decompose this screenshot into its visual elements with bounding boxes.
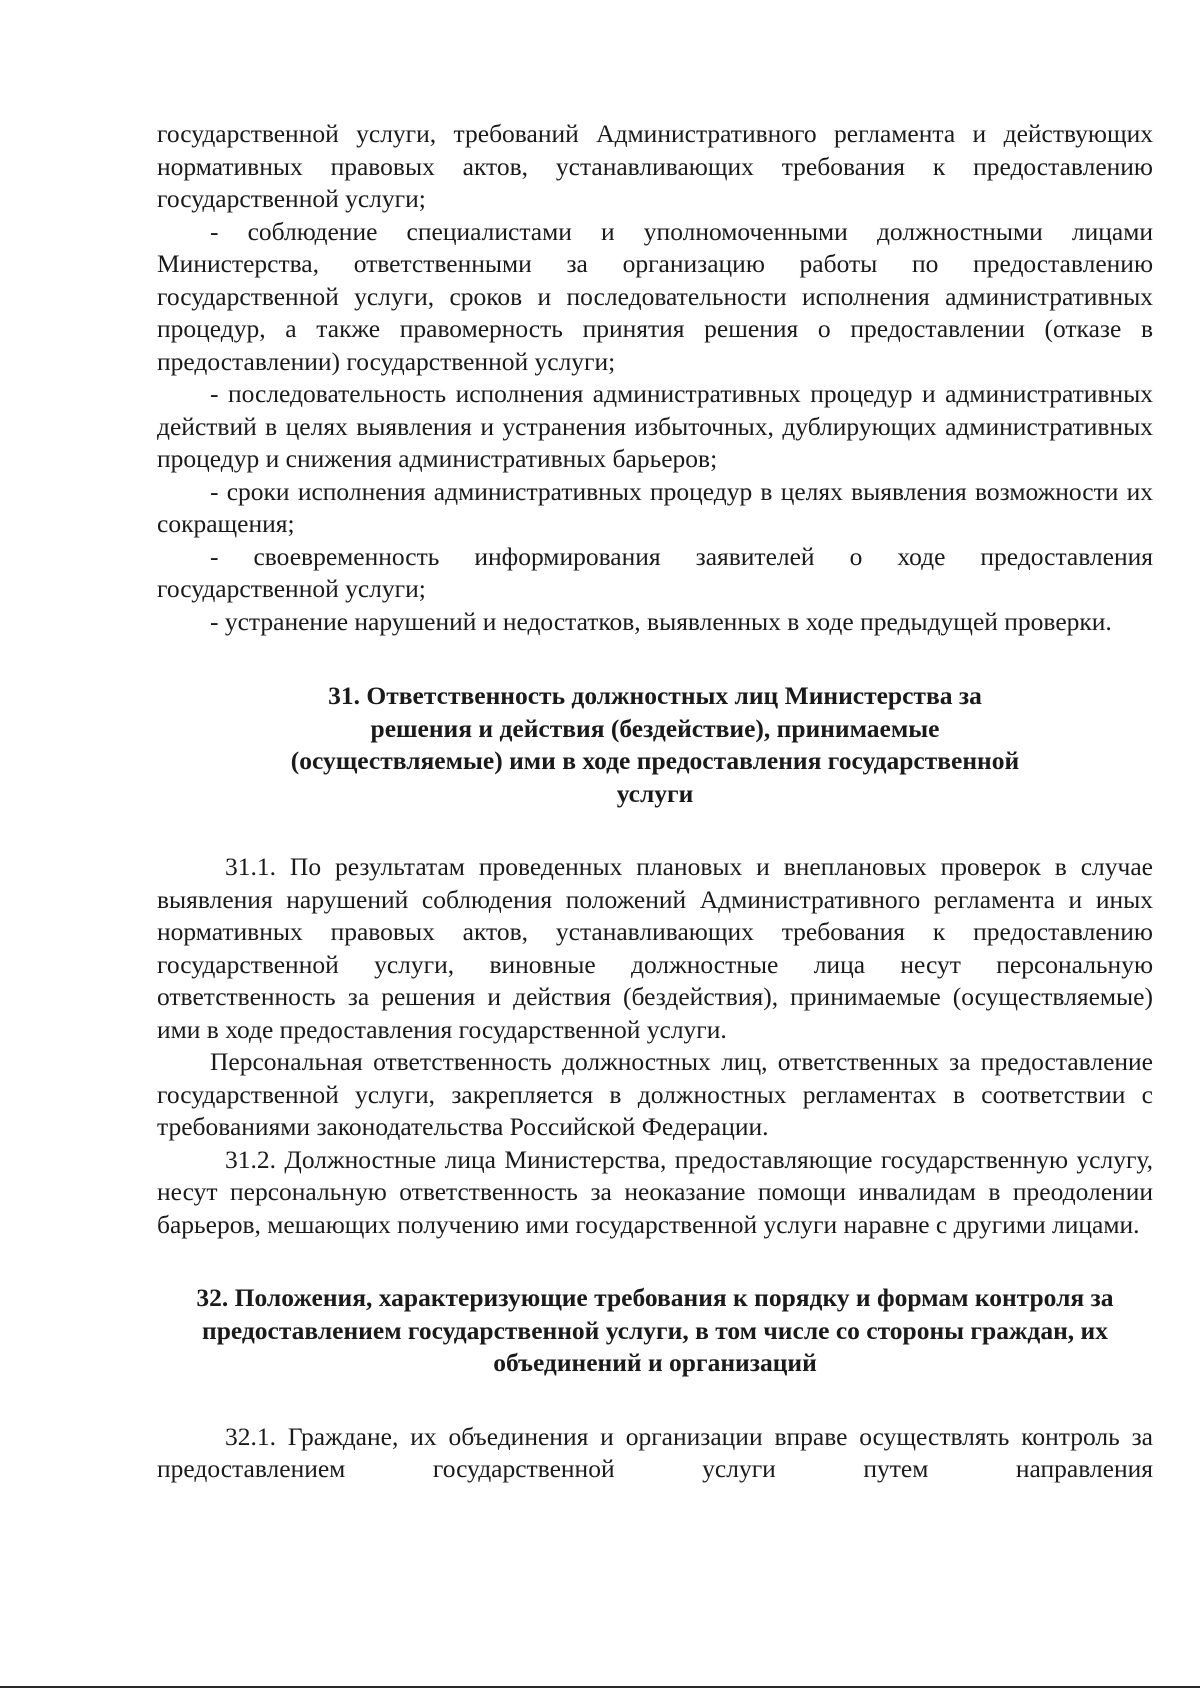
bullet-item: - устранение нарушений и недостатков, выявленных в ходе предыдущей проверки. <box>210 606 1112 636</box>
bullet-item: - соблюдение специалистами и уполномоченными должностными лицами Министерства, ответственными за организацию работы по предоставлению государственной услуги, сроков и последовательности исполнения административных процедур, а также правомерность принятия решения о предоставлении (отказе в предоставлении) государственной услуги; <box>157 216 1153 376</box>
section-31-paragraph: 31.1. По результатам проведенных плановых и внеплановых проверок в случае выявления нарушений соблюдения положений Административного регламента и иных нормативных правовых актов, устанавливающих требования к предоставлению государственной услуги, виновные должностные лица несут персональную ответственность за решения и действия (бездействия), принимаемые (осуществляемые) ими в ходе предоставления государственной услуги. <box>157 852 1153 1044</box>
page-bottom-rule <box>0 1686 1200 1688</box>
section-32-heading: 32. Положения, характеризующие требования к порядку и формам контроля за предоставлением государственной услуги, в том числе со стороны граждан, их объединений и организаций <box>196 1283 1114 1377</box>
section-31-heading: 31. Ответственность должностных лиц Министерства за решения и действия (бездействие), принимаемые (осуществляемые) ими в ходе предоставления государственной услуги <box>290 681 1020 808</box>
bullet-item: - сроки исполнения административных процедур в целях выявления возможности их сокращения; <box>157 476 1153 538</box>
section-31-paragraph: 31.2. Должностные лица Министерства, предоставляющие государственную услугу, несут персональную ответственность за неоказание помощи инвалидам в преодолении барьеров, мешающих получению ими государственной услуги наравне с другими лицами. <box>157 1144 1153 1239</box>
bullet-item: - своевременность информирования заявителей о ходе предоставления государственной услуги; <box>157 541 1153 603</box>
bullet-item: - последовательность исполнения административных процедур и административных действий в целях выявления и устранения избыточных, дублирующих административных процедур и снижения административных барьеров; <box>157 379 1153 473</box>
section-32-paragraph: 32.1. Граждане, их объединения и организации вправе осуществлять контроль за предоставлением государственной услуги путем направления <box>157 1421 1153 1483</box>
section-31-paragraph: Персональная ответственность должностных лиц, ответственных за предоставление государственной услуги, закрепляется в должностных регламентах в соответствии с требованиями законодательства Российской Федерации. <box>157 1047 1153 1141</box>
intro-paragraph: государственной услуги, требований Административного регламента и действующих нормативных правовых актов, устанавливающих требования к предоставлению государственной услуги; <box>157 119 1153 213</box>
document-page <box>157 118 1153 1486</box>
